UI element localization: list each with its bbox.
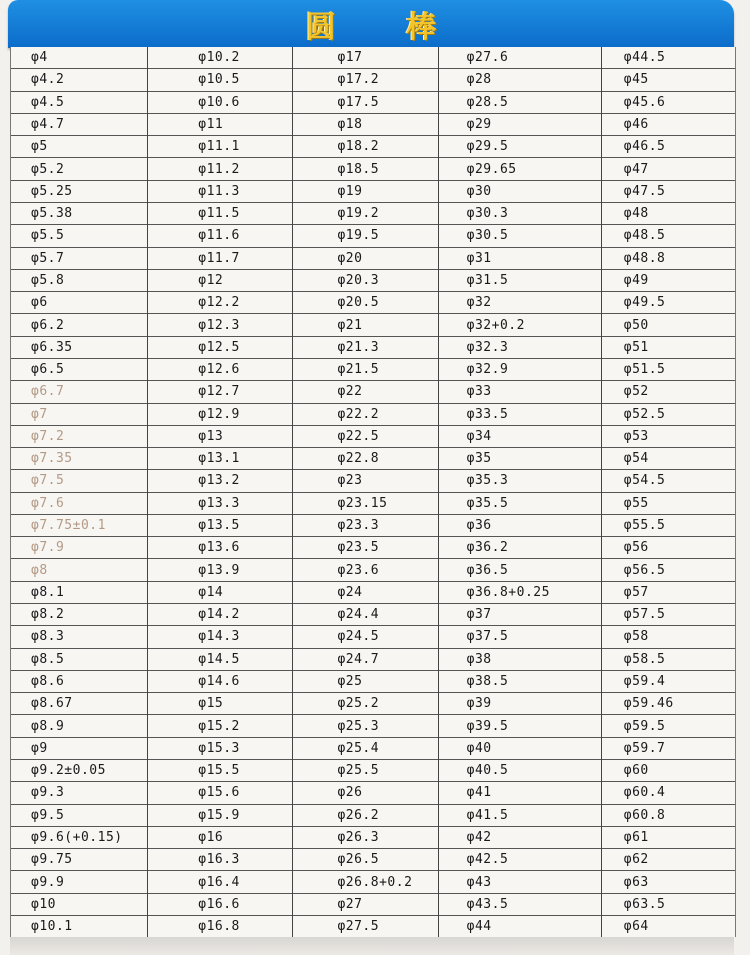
table-cell: φ17 — [293, 47, 437, 69]
table-cell: φ27.6 — [439, 47, 601, 69]
table-cell: φ16.3 — [148, 849, 292, 871]
table-cell: φ15.6 — [148, 782, 292, 804]
table-cell: φ22.8 — [293, 448, 437, 470]
table-cell: φ40.5 — [439, 760, 601, 782]
table-cell: φ7 — [11, 404, 147, 426]
table-cell: φ38 — [439, 649, 601, 671]
table-cell: φ18 — [293, 114, 437, 136]
table-cell: φ30.3 — [439, 203, 601, 225]
table-cell: φ11 — [148, 114, 292, 136]
table-cell: φ41 — [439, 782, 601, 804]
table-cell: φ9 — [11, 738, 147, 760]
table-cell: φ36.5 — [439, 559, 601, 581]
table-cell: φ13.1 — [148, 448, 292, 470]
table-cell: φ36 — [439, 515, 601, 537]
table-cell: φ34 — [439, 426, 601, 448]
table-cell: φ36.2 — [439, 537, 601, 559]
table-cell: φ5.38 — [11, 203, 147, 225]
table-cell: φ8.1 — [11, 582, 147, 604]
table-cell: φ51.5 — [602, 359, 735, 381]
table-cell: φ27.5 — [337, 919, 380, 935]
table-cell: φ36.8+0.25 — [439, 582, 601, 604]
table-cell: φ30 — [439, 181, 601, 203]
table-cell: φ23 — [293, 470, 437, 492]
table-cell: φ52 — [602, 381, 735, 403]
table-cell: φ15.9 — [148, 805, 292, 827]
table-cell: φ32.3 — [439, 337, 601, 359]
table-cell: φ55 — [602, 493, 735, 515]
table-cell: φ44.5 — [602, 47, 735, 69]
table-cell: φ22 — [293, 381, 437, 403]
table-cell: φ53 — [602, 426, 735, 448]
table-cell: φ25.2 — [293, 693, 437, 715]
table-cell: φ8.6 — [11, 671, 147, 693]
table-cell: φ50 — [602, 314, 735, 336]
table-cell: φ63 — [602, 871, 735, 893]
table-cell: φ13 — [148, 426, 292, 448]
table-cell: φ5.8 — [11, 270, 147, 292]
table-cell: φ47.5 — [602, 181, 735, 203]
table-cell: φ21.3 — [293, 337, 437, 359]
table-cell: φ25.5 — [293, 760, 437, 782]
table-cell: φ26.5 — [293, 849, 437, 871]
table-cell: φ24.4 — [293, 604, 437, 626]
table-cell: φ54 — [602, 448, 735, 470]
table-cell: φ10.2 — [148, 47, 292, 69]
table-cell: φ7.35 — [11, 448, 147, 470]
table-cell: φ40 — [439, 738, 601, 760]
table-cell: φ4.2 — [11, 69, 147, 91]
table-cell: φ11.6 — [148, 225, 292, 247]
table-cell: φ56.5 — [602, 559, 735, 581]
table-cell: φ20 — [293, 248, 437, 270]
table-cell: φ17.5 — [293, 92, 437, 114]
table-cell: φ14.5 — [148, 649, 292, 671]
table-cell: φ11.7 — [148, 248, 292, 270]
table-cell: φ49.5 — [602, 292, 735, 314]
table-cell: φ9.6(+0.15) — [11, 827, 147, 849]
table-cell: φ7.5 — [11, 470, 147, 492]
table-cell: φ23.6 — [293, 559, 437, 581]
table-cell: φ11.3 — [148, 181, 292, 203]
table-cell: φ11.1 — [148, 136, 292, 158]
table-cell: φ44 — [466, 919, 492, 935]
table-cell: φ29.5 — [439, 136, 601, 158]
table-cell: φ21.5 — [293, 359, 437, 381]
table-cell: φ46 — [602, 114, 735, 136]
table-cell: φ26.2 — [293, 805, 437, 827]
table-cell: φ56 — [602, 537, 735, 559]
table-cell: φ35 — [439, 448, 601, 470]
table-column-2 — [148, 47, 293, 937]
table-cell: φ25.4 — [293, 738, 437, 760]
table-cell: φ16.8 — [198, 919, 240, 935]
table-cell: φ9.5 — [11, 805, 147, 827]
table-cell: φ59.46 — [602, 693, 735, 715]
table-cell: φ8.5 — [11, 649, 147, 671]
table-cell: φ26 — [293, 782, 437, 804]
table-cell: φ45 — [602, 69, 735, 91]
table-cell: φ7.2 — [11, 426, 147, 448]
page-edge — [10, 937, 734, 955]
table-cell: φ13.6 — [148, 537, 292, 559]
table-cell: φ60.8 — [602, 805, 735, 827]
table-cell: φ7.6 — [11, 493, 147, 515]
table-cell: φ10 — [11, 894, 147, 916]
table-cell: φ9.9 — [11, 871, 147, 893]
table-cell: φ16.4 — [148, 871, 292, 893]
table-cell: φ17.2 — [293, 69, 437, 91]
table-header — [8, 0, 734, 48]
table-cell: φ60.4 — [602, 782, 735, 804]
table-cell: φ47 — [602, 158, 735, 180]
table-cell: φ15.3 — [148, 738, 292, 760]
table-cell: φ8.2 — [11, 604, 147, 626]
table-cell: φ43.5 — [439, 894, 601, 916]
table-cell: φ4 — [11, 47, 147, 69]
table-cell: φ45.6 — [602, 92, 735, 114]
table-cell: φ30.5 — [439, 225, 601, 247]
table-cell: φ13.3 — [148, 493, 292, 515]
table-cell: φ25 — [293, 671, 437, 693]
table-cell: φ13.5 — [148, 515, 292, 537]
table-cell: φ58 — [602, 626, 735, 648]
table-cell: φ6.2 — [11, 314, 147, 336]
table-cell: φ12 — [148, 270, 292, 292]
table-cell: φ52.5 — [602, 404, 735, 426]
table-cell: φ42.5 — [439, 849, 601, 871]
table-cell: φ16.6 — [148, 894, 292, 916]
table-cell: φ26.3 — [293, 827, 437, 849]
table-cell: φ8.3 — [11, 626, 147, 648]
table-cell: φ7.75±0.1 — [11, 515, 147, 537]
table-cell: φ41.5 — [439, 805, 601, 827]
table-cell: φ14 — [148, 582, 292, 604]
table-cell: φ57.5 — [602, 604, 735, 626]
table-cell: φ12.7 — [148, 381, 292, 403]
table-column-3 — [293, 47, 438, 937]
table-cell: φ9.3 — [11, 782, 147, 804]
table-cell: φ19.2 — [293, 203, 437, 225]
table-cell: φ31.5 — [439, 270, 601, 292]
table-cell: φ37.5 — [439, 626, 601, 648]
table-cell: φ63.5 — [602, 894, 735, 916]
table-cell: φ42 — [439, 827, 601, 849]
table-cell: φ39 — [439, 693, 601, 715]
table-cell: φ6 — [11, 292, 147, 314]
table-cell: φ19 — [293, 181, 437, 203]
size-table — [10, 47, 736, 937]
table-cell: φ13.2 — [148, 470, 292, 492]
table-cell: φ54.5 — [602, 470, 735, 492]
table-cell: φ19.5 — [293, 225, 437, 247]
table-cell: φ24 — [293, 582, 437, 604]
table-cell: φ12.6 — [148, 359, 292, 381]
table-cell: φ16 — [148, 827, 292, 849]
table-cell: φ46.5 — [602, 136, 735, 158]
table-cell: φ12.3 — [148, 314, 292, 336]
table-cell: φ48 — [602, 203, 735, 225]
table-cell: φ51 — [602, 337, 735, 359]
table-cell: φ20.5 — [293, 292, 437, 314]
table-cell: φ59.5 — [602, 715, 735, 737]
table-cell: φ14.2 — [148, 604, 292, 626]
table-cell: φ10.5 — [148, 69, 292, 91]
table-cell: φ29 — [439, 114, 601, 136]
table-cell: φ27 — [293, 894, 437, 916]
table-cell: φ29.65 — [439, 158, 601, 180]
table-cell: φ8.67 — [11, 693, 147, 715]
table-cell: φ14.3 — [148, 626, 292, 648]
table-cell: φ12.5 — [148, 337, 292, 359]
table-cell: φ58.5 — [602, 649, 735, 671]
table-cell: φ22.5 — [293, 426, 437, 448]
page-title: 圆 棒 — [305, 10, 467, 45]
table-cell: φ13.9 — [148, 559, 292, 581]
table-cell: φ32.9 — [439, 359, 601, 381]
table-cell: φ11.2 — [148, 158, 292, 180]
table-cell: φ18.2 — [293, 136, 437, 158]
table-cell: φ8.9 — [11, 715, 147, 737]
table-cell: φ6.5 — [11, 359, 147, 381]
table-cell: φ5 — [11, 136, 147, 158]
table-cell: φ15.5 — [148, 760, 292, 782]
table-cell: φ4.7 — [11, 114, 147, 136]
table-cell: φ22.2 — [293, 404, 437, 426]
table-cell: φ25.3 — [293, 715, 437, 737]
table-cell: φ57 — [602, 582, 735, 604]
table-cell: φ43 — [439, 871, 601, 893]
table-cell: φ7.9 — [11, 537, 147, 559]
table-cell: φ62 — [602, 849, 735, 871]
table-cell: φ23.15 — [293, 493, 437, 515]
table-column-5 — [602, 47, 735, 937]
table-cell: φ55.5 — [602, 515, 735, 537]
table-cell: φ8 — [11, 559, 147, 581]
table-cell: φ10.6 — [148, 92, 292, 114]
table-cell: φ15 — [148, 693, 292, 715]
table-cell: φ6.35 — [11, 337, 147, 359]
table-cell: φ15.2 — [148, 715, 292, 737]
table-cell: φ5.5 — [11, 225, 147, 247]
table-cell: φ33.5 — [439, 404, 601, 426]
table-cell: φ24.7 — [293, 649, 437, 671]
table-cell: φ31 — [439, 248, 601, 270]
table-cell: φ9.75 — [11, 849, 147, 871]
table-cell: φ10.1 — [31, 919, 73, 935]
table-cell: φ60 — [602, 760, 735, 782]
table-cell: φ12.9 — [148, 404, 292, 426]
table-cell: φ59.4 — [602, 671, 735, 693]
table-cell: φ64 — [623, 919, 649, 935]
table-cell: φ49 — [602, 270, 735, 292]
table-column-4 — [439, 47, 602, 937]
table-cell: φ24.5 — [293, 626, 437, 648]
table-cell: φ12.2 — [148, 292, 292, 314]
table-cell: φ11.5 — [148, 203, 292, 225]
table-cell: φ32+0.2 — [439, 314, 601, 336]
table-cell: φ38.5 — [439, 671, 601, 693]
table-cell: φ28 — [439, 69, 601, 91]
table-cell: φ5.7 — [11, 248, 147, 270]
table-cell: φ14.6 — [148, 671, 292, 693]
table-cell: φ26.8+0.2 — [293, 871, 437, 893]
table-cell: φ48.8 — [602, 248, 735, 270]
table-column-1 — [11, 47, 148, 937]
table-cell: φ61 — [602, 827, 735, 849]
table-cell: φ5.2 — [11, 158, 147, 180]
table-cell: φ18.5 — [293, 158, 437, 180]
table-cell: φ23.5 — [293, 537, 437, 559]
table-cell: φ35.5 — [439, 493, 601, 515]
table-cell: φ28.5 — [439, 92, 601, 114]
table-cell: φ37 — [439, 604, 601, 626]
table-cell: φ20.3 — [293, 270, 437, 292]
table-cell: φ6.7 — [11, 381, 147, 403]
table-cell: φ9.2±0.05 — [11, 760, 147, 782]
table-cell: φ48.5 — [602, 225, 735, 247]
table-cell: φ5.25 — [11, 181, 147, 203]
table-cell: φ35.3 — [439, 470, 601, 492]
table-cell: φ4.5 — [11, 92, 147, 114]
table-cell: φ39.5 — [439, 715, 601, 737]
table-cell: φ32 — [439, 292, 601, 314]
table-cell: φ21 — [293, 314, 437, 336]
table-cell: φ33 — [439, 381, 601, 403]
table-cell: φ23.3 — [293, 515, 437, 537]
table-cell: φ59.7 — [602, 738, 735, 760]
